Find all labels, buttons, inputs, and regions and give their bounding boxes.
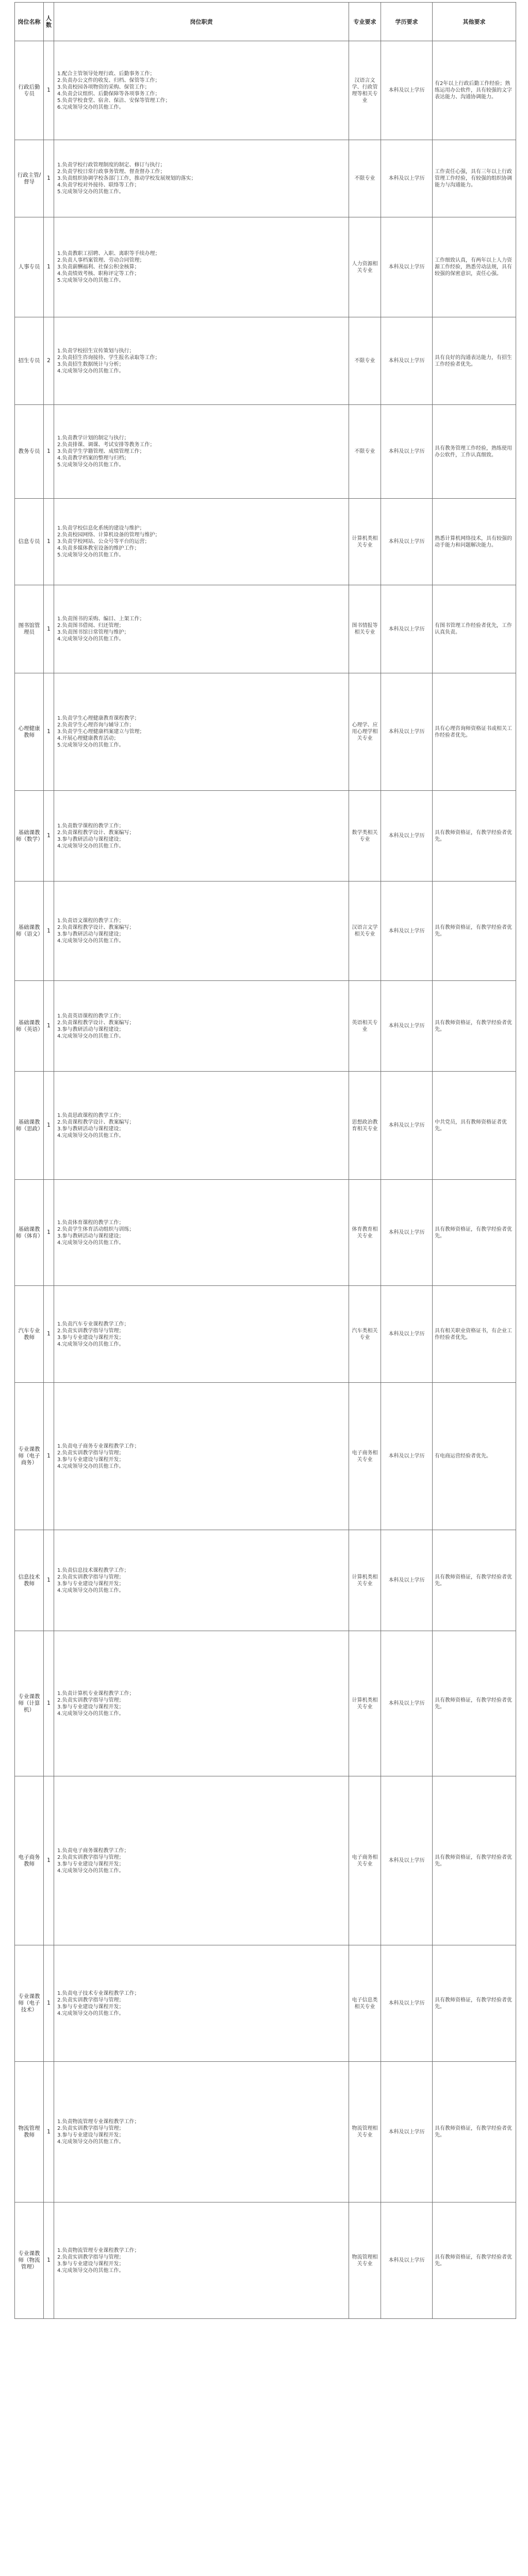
header-count: 人数 [44,3,54,41]
duties-cell [54,1776,349,1945]
duty-item: 3.参与专业建设与课程开发； [57,1581,124,1587]
duties-cell [54,1945,349,2062]
table-row [15,1383,516,1530]
duties-cell [54,2202,349,2319]
major-requirement: 不限专业 [349,405,381,499]
duties-cell [54,1631,349,1776]
other-requirement: 工作责任心强，具有三年以上行政管理工作经验，有较强的组织协调能力与沟通能力。 [433,140,516,217]
headcount: 1 [44,1631,54,1776]
duties-cell [54,1530,349,1631]
other-requirement: 具有心理咨询师资格证书或相关工作经验者优先。 [433,673,516,791]
education-requirement: 本科及以上学历 [381,1072,433,1180]
table-row [15,1945,516,2062]
duty-item: 5.完成领导交办的其他工作。 [57,189,124,195]
duties-cell [54,673,349,791]
other-requirement: 有2年以上行政后勤工作经验；熟练运用办公软件，具有较强的文字表达能力、沟通协调能力。 [433,41,516,140]
header-education: 学历要求 [381,3,433,41]
table-header-row [15,3,516,41]
duty-item: 1.负责图书的采购、编目、上架工作； [57,616,145,622]
headcount: 1 [44,1180,54,1286]
duty-item: 4.完成领导交办的其他工作。 [57,1587,124,1594]
headcount: 1 [44,217,54,317]
headcount: 1 [44,1286,54,1383]
education-requirement: 本科及以上学历 [381,981,433,1072]
duty-item: 1.负责电子商务专业课程教学工作； [57,1443,140,1449]
major-requirement: 不限专业 [349,140,381,217]
duty-item: 1.负责物流管理专业课程教学工作； [57,2119,140,2125]
duties-cell [54,499,349,585]
duty-item: 2.负责学生心理咨询与辅导工作； [57,722,135,728]
duty-item: 4.负责绩效考核、职称评定等工作； [57,271,140,277]
duty-item: 4.完成领导交办的其他工作。 [57,1710,124,1717]
other-requirement: 有图书管理工作经验者优先，工作认真负责。 [433,585,516,673]
duty-item: 4.完成领导交办的其他工作。 [57,1868,124,1874]
position-name: 专业课教师（电子技术） [15,1945,44,2062]
headcount: 1 [44,585,54,673]
headcount: 1 [44,673,54,791]
major-requirement: 数学类相关专业 [349,791,381,882]
duty-item: 1.负责计算机专业课程教学工作； [57,1690,135,1697]
other-requirement: 具有相关职业资格证书，有企业工作经验者优先。 [433,1286,516,1383]
other-requirement: 具有教师资格证，有教学经验者优先。 [433,1631,516,1776]
position-name: 专业课教师（计算机） [15,1631,44,1776]
major-requirement: 电子商务相关专业 [349,1776,381,1945]
duty-item: 3.负责学生心理健康档案建立与管理； [57,729,145,735]
other-requirement: 具有教师资格证，有教学经验者优先。 [433,882,516,981]
education-requirement: 本科及以上学历 [381,882,433,981]
duty-item: 3.参与教研活动与课程建设； [57,836,124,842]
position-name: 专业课教师（电子商务） [15,1383,44,1530]
position-name: 电子商务教师 [15,1776,44,1945]
table-row [15,673,516,791]
other-requirement: 具有教师资格证，有教学经验者优先。 [433,1180,516,1286]
duty-item: 3.负责校园各项物资的采购、保管工作； [57,84,150,90]
table-row [15,1631,516,1776]
position-name: 教务专员 [15,405,44,499]
table-row [15,1180,516,1286]
education-requirement: 本科及以上学历 [381,2202,433,2319]
major-requirement: 不限专业 [349,317,381,405]
headcount: 1 [44,882,54,981]
duties-cell [54,1072,349,1180]
position-name: 基础课教师（语文） [15,882,44,981]
duty-item: 1.负责电子技术专业课程教学工作； [57,1990,140,1996]
duty-item: 2.负责实训教学指导与管理； [57,2254,124,2260]
duty-item: 1.负责信息技术课程教学工作； [57,1567,129,1573]
duty-item: 1.负责数学课程的教学工作； [57,823,124,829]
duty-item: 2.负责排课、调课、考试安排等教务工作； [57,442,155,448]
duty-item: 2.负责图书借阅、归还管理； [57,623,124,629]
major-requirement: 物流管理相关专业 [349,2062,381,2202]
header-position: 岗位名称 [15,3,44,41]
duty-item: 4.完成领导交办的其他工作。 [57,636,124,642]
duties-cell [54,405,349,499]
major-requirement: 电子信息类相关专业 [349,1945,381,2062]
duty-item: 4.完成领导交办的其他工作。 [57,368,124,374]
major-requirement: 汉语言文学、行政管理等相关专业 [349,41,381,140]
duty-item: 2.负责实训教学指导与管理； [57,1697,124,1703]
duty-item: 3.参与专业建设与课程开发； [57,2004,124,2010]
duties-cell [54,791,349,882]
table-row [15,1072,516,1180]
duty-item: 2.负责校园网络、计算机设备的管理与维护； [57,532,160,538]
position-name: 基础课教师（思政） [15,1072,44,1180]
duty-item: 1.负责教学计划的制定与执行； [57,435,129,441]
duty-item: 1.配合主管领导处理行政、后勤事务工作； [57,71,155,77]
duty-item: 3.参与专业建设与课程开发； [57,1861,124,1867]
duty-item: 5.完成领导交办的其他工作。 [57,278,124,283]
other-requirement: 有电商运营经验者优先。 [433,1383,516,1530]
header-duties: 岗位职责 [54,3,349,41]
table-row [15,1286,516,1383]
duty-item: 1.负责电子商务课程教学工作； [57,1848,129,1854]
duty-item: 1.负责英语课程的教学工作； [57,1013,124,1019]
position-name: 招生专员 [15,317,44,405]
major-requirement: 计算机类相关专业 [349,1631,381,1776]
major-requirement: 计算机类相关专业 [349,1530,381,1631]
education-requirement: 本科及以上学历 [381,2062,433,2202]
duty-item: 2.负责实训教学指导与管理； [57,1854,124,1860]
duty-item: 1.负责物流管理专业课程教学工作； [57,2247,140,2253]
headcount: 1 [44,499,54,585]
duty-item: 2.负责办公文件的收发、归档、保管等工作； [57,77,160,83]
table-row [15,2202,516,2319]
education-requirement: 本科及以上学历 [381,673,433,791]
table-row [15,585,516,673]
table-row [15,140,516,217]
duties-cell [54,1180,349,1286]
duty-item: 1.负责体育课程的教学工作； [57,1219,124,1226]
duty-item: 3.参与专业建设与课程开发； [57,1334,124,1341]
education-requirement: 本科及以上学历 [381,1945,433,2062]
headcount: 1 [44,2202,54,2319]
duty-item: 1.负责教职工招聘、入职、离职等手续办理； [57,251,160,257]
other-requirement: 具有教师资格证，有教学经验者优先。 [433,1530,516,1631]
duty-item: 2.负责人事档案管理、劳动合同管理； [57,258,145,263]
duty-item: 4.负责多媒体教室设备的维护工作； [57,546,140,551]
headcount: 1 [44,405,54,499]
duties-cell [54,317,349,405]
headcount: 1 [44,140,54,217]
duty-item: 2.负责课程教学设计、教案编写； [57,1119,135,1125]
table-row [15,499,516,585]
job-table [14,2,516,2319]
duty-item: 2.负责课程教学设计、教案编写； [57,925,135,930]
duty-item: 2.负责实训教学指导与管理； [57,2126,124,2131]
education-requirement: 本科及以上学历 [381,1776,433,1945]
other-requirement: 具有教务管理工作经验，熟练使用办公软件，工作认真细致。 [433,405,516,499]
duty-item: 2.负责实训教学指导与管理； [57,1574,124,1580]
duty-item: 4.完成领导交办的其他工作。 [57,843,124,849]
duty-item: 6.完成领导交办的其他工作。 [57,104,124,110]
position-name: 图书馆管理员 [15,585,44,673]
duties-cell [54,2062,349,2202]
major-requirement: 体育教育相关专业 [349,1180,381,1286]
duty-item: 1.负责汽车专业课程教学工作； [57,1321,129,1327]
duty-item: 3.参与教研活动与课程建设； [57,1026,124,1032]
header-other: 其他要求 [433,3,516,41]
header-major: 专业要求 [349,3,381,41]
headcount: 1 [44,1072,54,1180]
duty-item: 3.负责招生数据统计与分析； [57,361,124,367]
duties-cell [54,41,349,140]
headcount: 1 [44,1383,54,1530]
table-row [15,2062,516,2202]
duty-item: 2.负责学校日常行政事务管理、督查督办工作； [57,169,166,175]
headcount: 1 [44,981,54,1072]
duty-item: 4.负责教学档案的整理与归档； [57,455,129,461]
duty-item: 3.负责薪酬福利、社保公积金核算； [57,264,140,270]
duty-item: 1.负责学生心理健康教育课程教学； [57,716,140,721]
major-requirement: 计算机类相关专业 [349,499,381,585]
duty-item: 3.参与专业建设与课程开发； [57,2261,124,2267]
table-row [15,317,516,405]
duty-item: 3.负责学生学籍管理、成绩管理工作； [57,449,145,454]
duty-item: 4.负责会议组织、后勤保障等各项事务工作； [57,91,160,97]
other-requirement: 中共党员，具有教师资格证者优先。 [433,1072,516,1180]
education-requirement: 本科及以上学历 [381,585,433,673]
duty-item: 5.负责学校食堂、宿舍、保洁、安保等管理工作； [57,97,171,104]
position-name: 物流管理教师 [15,2062,44,2202]
duties-cell [54,217,349,317]
duty-item: 4.完成领导交办的其他工作。 [57,2139,124,2145]
table-row [15,1530,516,1631]
duty-item: 4.完成领导交办的其他工作。 [57,2267,124,2274]
other-requirement: 具有教师资格证，有教学经验者优先。 [433,1776,516,1945]
duty-item: 3.负责图书馆日常管理与维护； [57,630,129,635]
duties-cell [54,981,349,1072]
duty-item: 4.完成领导交办的其他工作。 [57,938,124,944]
duty-item: 1.负责学校信息化系统的建设与维护； [57,526,145,531]
duty-item: 5.完成领导交办的其他工作。 [57,742,124,748]
major-requirement: 汉语言文学相关专业 [349,882,381,981]
duty-item: 2.负责实训教学指导与管理； [57,1450,124,1456]
duty-item: 3.负责组织协调学校各部门工作，推动学校发展规划的落实； [57,176,196,181]
other-requirement: 具有教师资格证，有教学经验者优先。 [433,2202,516,2319]
duty-item: 4.完成领导交办的其他工作。 [57,1033,124,1039]
other-requirement: 具有教师资格证，有教学经验者优先。 [433,981,516,1072]
duties-cell [54,882,349,981]
table-row [15,41,516,140]
duty-item: 2.负责实训教学指导与管理； [57,1328,124,1334]
major-requirement: 英语相关专业 [349,981,381,1072]
position-name: 人事专员 [15,217,44,317]
major-requirement: 图书情报等相关专业 [349,585,381,673]
headcount: 1 [44,1776,54,1945]
other-requirement: 具有教师资格证，有教学经验者优先。 [433,791,516,882]
position-name: 基础课教师（数学） [15,791,44,882]
major-requirement: 人力资源相关专业 [349,217,381,317]
position-name: 信息技术教师 [15,1530,44,1631]
table-row [15,791,516,882]
education-requirement: 本科及以上学历 [381,791,433,882]
duty-item: 3.参与教研活动与课程建设； [57,931,124,937]
education-requirement: 本科及以上学历 [381,1286,433,1383]
duty-item: 5.完成领导交办的其他工作。 [57,552,124,558]
duty-item: 3.参与专业建设与课程开发； [57,1704,124,1710]
duty-item: 1.负责学校行政管理制度的制定、修订与执行； [57,162,166,168]
headcount: 1 [44,2062,54,2202]
duty-item: 2.负责课程教学设计、教案编写； [57,1020,135,1026]
other-requirement: 工作细致认真，有两年以上人力资源工作经验，熟悉劳动法规，具有较强的保密意识，责任心强。 [433,217,516,317]
education-requirement: 本科及以上学历 [381,317,433,405]
duty-item: 2.负责招生咨询接待、学生报名录取等工作； [57,354,160,361]
position-name: 专业课教师（物流管理） [15,2202,44,2319]
headcount: 1 [44,1530,54,1631]
education-requirement: 本科及以上学历 [381,499,433,585]
duty-item: 3.参与专业建设与课程开发； [57,2132,124,2138]
education-requirement: 本科及以上学历 [381,140,433,217]
duty-item: 1.负责思政课程的教学工作； [57,1112,124,1118]
headcount: 1 [44,1945,54,2062]
education-requirement: 本科及以上学历 [381,1180,433,1286]
headcount: 1 [44,41,54,140]
major-requirement: 电子商务相关专业 [349,1383,381,1530]
other-requirement: 具有教师资格证，有教学经验者优先。 [433,1945,516,2062]
headcount: 1 [44,791,54,882]
duties-cell [54,1383,349,1530]
position-name: 行政后勤专员 [15,41,44,140]
duty-item: 4.完成领导交办的其他工作。 [57,1341,124,1347]
duty-item: 2.负责学生体育活动组织与训练； [57,1226,135,1232]
education-requirement: 本科及以上学历 [381,1530,433,1631]
position-name: 基础课教师（体育） [15,1180,44,1286]
duty-item: 2.负责课程教学设计、教案编写； [57,829,135,836]
education-requirement: 本科及以上学历 [381,405,433,499]
duty-item: 4.完成领导交办的其他工作。 [57,1463,124,1469]
duty-item: 4.完成领导交办的其他工作。 [57,1132,124,1139]
duty-item: 1.负责语文课程的教学工作； [57,918,124,924]
duty-item: 4.开展心理健康教育活动； [57,736,119,741]
duties-cell [54,1286,349,1383]
duty-item: 2.负责实训教学指导与管理； [57,1997,124,2003]
duty-item: 3.参与教研活动与课程建设； [57,1233,124,1239]
table-row [15,1776,516,1945]
other-requirement: 具有教师资格证，有教学经验者优先。 [433,2062,516,2202]
table-row [15,882,516,981]
duty-item: 3.参与专业建设与课程开发； [57,1456,124,1463]
position-name: 心理健康教师 [15,673,44,791]
other-requirement: 具有良好的沟通表达能力，有招生工作经验者优先。 [433,317,516,405]
major-requirement: 物流管理相关专业 [349,2202,381,2319]
position-name: 汽车专业教师 [15,1286,44,1383]
education-requirement: 本科及以上学历 [381,1631,433,1776]
duty-item: 4.负责学校对外接待、联络等工作； [57,182,140,188]
other-requirement: 熟悉计算机网络技术，具有较强的动手能力和问题解决能力。 [433,499,516,585]
duties-cell [54,585,349,673]
recruitment-table-sheet [14,2,516,2319]
duty-item: 3.负责学校网站、公众号等平台的运营； [57,539,150,545]
duty-item: 3.参与教研活动与课程建设； [57,1126,124,1132]
position-name: 基础课教师（英语） [15,981,44,1072]
position-name: 行政主管/督导 [15,140,44,217]
duty-item: 5.完成领导交办的其他工作。 [57,462,124,468]
duty-item: 1.负责学校招生宣传策划与执行； [57,348,135,354]
table-row [15,405,516,499]
major-requirement: 思想政治教育相关专业 [349,1072,381,1180]
duties-cell [54,140,349,217]
table-body [15,41,516,2319]
table-row [15,981,516,1072]
duty-item: 4.完成领导交办的其他工作。 [57,2010,124,2016]
education-requirement: 本科及以上学历 [381,1383,433,1530]
duty-item: 4.完成领导交办的其他工作。 [57,1240,124,1246]
education-requirement: 本科及以上学历 [381,41,433,140]
position-name: 信息专员 [15,499,44,585]
table-row [15,217,516,317]
headcount: 2 [44,317,54,405]
major-requirement: 汽车类相关专业 [349,1286,381,1383]
major-requirement: 心理学、应用心理学相关专业 [349,673,381,791]
education-requirement: 本科及以上学历 [381,217,433,317]
